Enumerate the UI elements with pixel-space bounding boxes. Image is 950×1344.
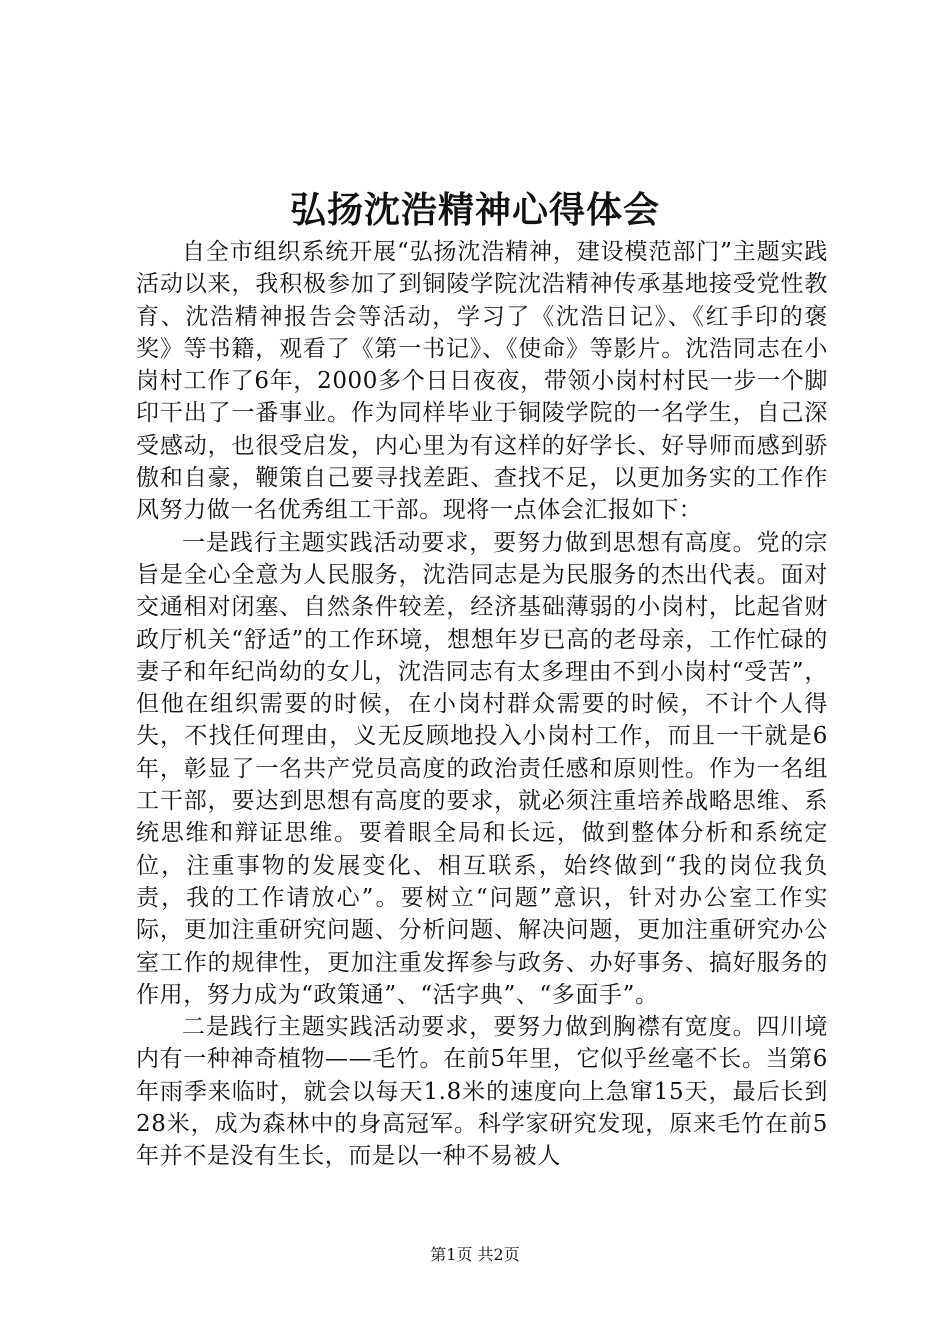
page-footer: 第1页 共2页 [430, 1245, 520, 1264]
paragraph-point-two: 二是践行主题实践活动要求，要努力做到胸襟有宽度。四川境内有一种神奇植物——毛竹。在前5年里，它似乎丝毫不长。当第6年雨季来临时，就会以每天1.8米的速度向上急窜15天，最后长到28米，成为森林中的身高冠军。科学家研究发现，原来毛竹在前5年并不是没有生长，而是以一种不易被人 [136, 1014, 828, 1170]
paragraph-point-one: 一是践行主题实践活动要求，要努力做到思想有高度。党的宗旨是全心全意为人民服务，沈浩同志是为民服务的杰出代表。面对交通相对闭塞、自然条件较差，经济基础薄弱的小岗村，比起省财政厅机关“舒适”的工作环境，想想年岁已高的老母亲，工作忙碌的妻子和年纪尚幼的女儿，沈浩同志有太多理由不到小岗村“受苦”，但他在组织需要的时候，在小岗村群众需要的时候，不计个人得失，不找任何理由，义无反顾地投入小岗村工作，而且一干就是6年，彰显了一名共产党员高度的政治责任感和原则性。作为一名组工干部，要达到思想有高度的要求，就必须注重培养战略思维、系统思维和辩证思维。要着眼全局和长远，做到整体分析和系统定位，注重事物的发展变化、相互联系，始终做到“我的岗位我负责，我的工作请放心”。要树立“问题”意识，针对办公室工作实际，更加注重研究问题、分析问题、解决问题，更加注重研究办公室工作的规律性，更加注重发挥参与政务、办好事务、搞好服务的作用，努力成为“政策通”、“活字典”、“多面手”。 [136, 529, 828, 1008]
document-body [136, 236, 828, 1173]
document-title: 弘扬沈浩精神心得体会 [289, 189, 660, 231]
paragraph-intro: 自全市组织系统开展“弘扬沈浩精神，建设模范部门”主题实践活动以来，我积极参加了到铜陵学院沈浩精神传承基地接受党性教育、沈浩精神报告会等活动，学习了《沈浩日记》、《红手印的褒奖》等书籍，观看了《第一书记》、《使命》等影片。沈浩同志在小岗村工作了6年，2000多个日日夜夜，带领小岗村村民一步一个脚印干出了一番事业。作为同样毕业于铜陵学院的一名学生，自己深受感动，也很受启发，内心里为有这样的好学长、好导师而感到骄傲和自豪，鞭策自己要寻找差距、查找不足，以更加务实的工作作风努力做一名优秀组工干部。现将一点体会汇报如下： [136, 239, 828, 524]
